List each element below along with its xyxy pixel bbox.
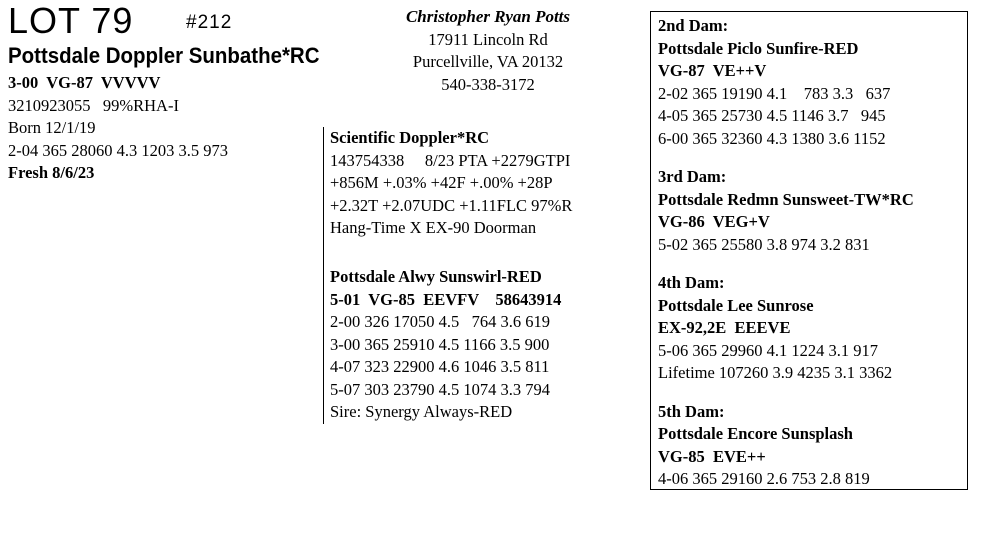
ancestor-record: 6-00 365 32360 4.3 1380 3.6 1152 [658,128,886,148]
dam-record: 3-00 365 25910 4.5 1166 3.5 900 [330,334,550,354]
sire-name: Scientific Doppler*RC [330,128,490,147]
third-dam [658,166,967,256]
ancestor-heading: 5th Dam: [658,401,725,421]
ancestor-heading: 2nd Dam: [658,16,729,35]
animal-record: 2-04 365 28060 4.3 1203 3.5 973 [8,140,228,160]
sire-block [323,127,572,282]
ancestor-record: Lifetime 107260 3.9 4235 3.1 3362 [658,363,893,382]
ancestor-record: 4-05 365 25730 4.5 1146 3.7 945 [658,106,886,125]
lot-title: LOT 79 [8,0,134,41]
animal-born: Born 12/1/19 [8,118,96,137]
dam-block [323,266,561,424]
ancestor-record: 5-06 365 29960 4.1 1224 3.1 917 [658,340,878,360]
ancestor-name: Pottsdale Lee Sunrose [658,295,814,315]
ancestor-name: Pottsdale Encore Sunsplash [658,424,853,443]
ancestor-heading: 3rd Dam: [658,167,727,186]
animal-registration: 3210923055 99%RHA-I [8,95,179,115]
fourth-dam [658,272,967,385]
ancestor-classification: VG-85 EVE++ [658,446,766,466]
sire-line: Hang-Time X EX-90 Doorman [330,218,537,237]
ancestry-box [650,11,968,490]
dam-record: 4-07 323 22900 4.6 1046 3.5 811 [330,357,550,376]
consignor-name: Christopher Ryan Potts [405,7,571,26]
lot-number: #212 [186,12,233,33]
ancestor-heading: 4th Dam: [658,273,725,292]
ancestor-record: 2-02 365 19190 4.1 783 3.3 637 [658,83,891,103]
consignor-city: Purcellville, VA 20132 [412,52,564,71]
dam-classification: 5-01 VG-85 EEVFV 58643914 [330,289,562,309]
consignor-phone: 540-338-3172 [441,74,535,94]
ancestor-classification: VG-87 VE++V [658,61,767,80]
ancestor-record: 5-02 365 25580 3.8 974 3.2 831 [658,234,870,254]
consignor-street: 17911 Lincoln Rd [428,29,548,49]
ancestor-name: Pottsdale Piclo Sunfire-RED [658,38,859,58]
fifth-dam [658,401,967,491]
dam-sire: Sire: Synergy Always-RED [330,402,513,421]
animal-fresh: Fresh 8/6/23 [8,163,95,182]
dam-record: 5-07 303 23790 4.5 1074 3.3 794 [330,379,550,399]
ancestor-name: Pottsdale Redmn Sunsweet-TW*RC [658,189,914,209]
ancestor-record: 4-06 365 29160 2.6 753 2.8 819 [658,469,870,488]
sire-line: +2.32T +2.07UDC +1.11FLC 97%R [330,195,573,215]
ancestor-classification: EX-92,2E EEEVE [658,318,791,337]
dam-name: Pottsdale Alwy Sunswirl-RED [330,267,542,286]
dam-record: 2-00 326 17050 4.5 764 3.6 619 [330,312,550,331]
animal-classification: 3-00 VG-87 VVVVV [8,73,161,92]
ancestor-classification: VG-86 VEG+V [658,212,770,231]
animal-name: Pottsdale Doppler Sunbathe*RC [8,43,320,68]
sire-line: 143754338 8/23 PTA +2279GTPI [330,150,571,170]
sire-line: +856M +.03% +42F +.00% +28P [330,173,553,192]
animal-info [8,72,228,185]
second-dam [658,15,967,150]
consignor [368,6,608,96]
